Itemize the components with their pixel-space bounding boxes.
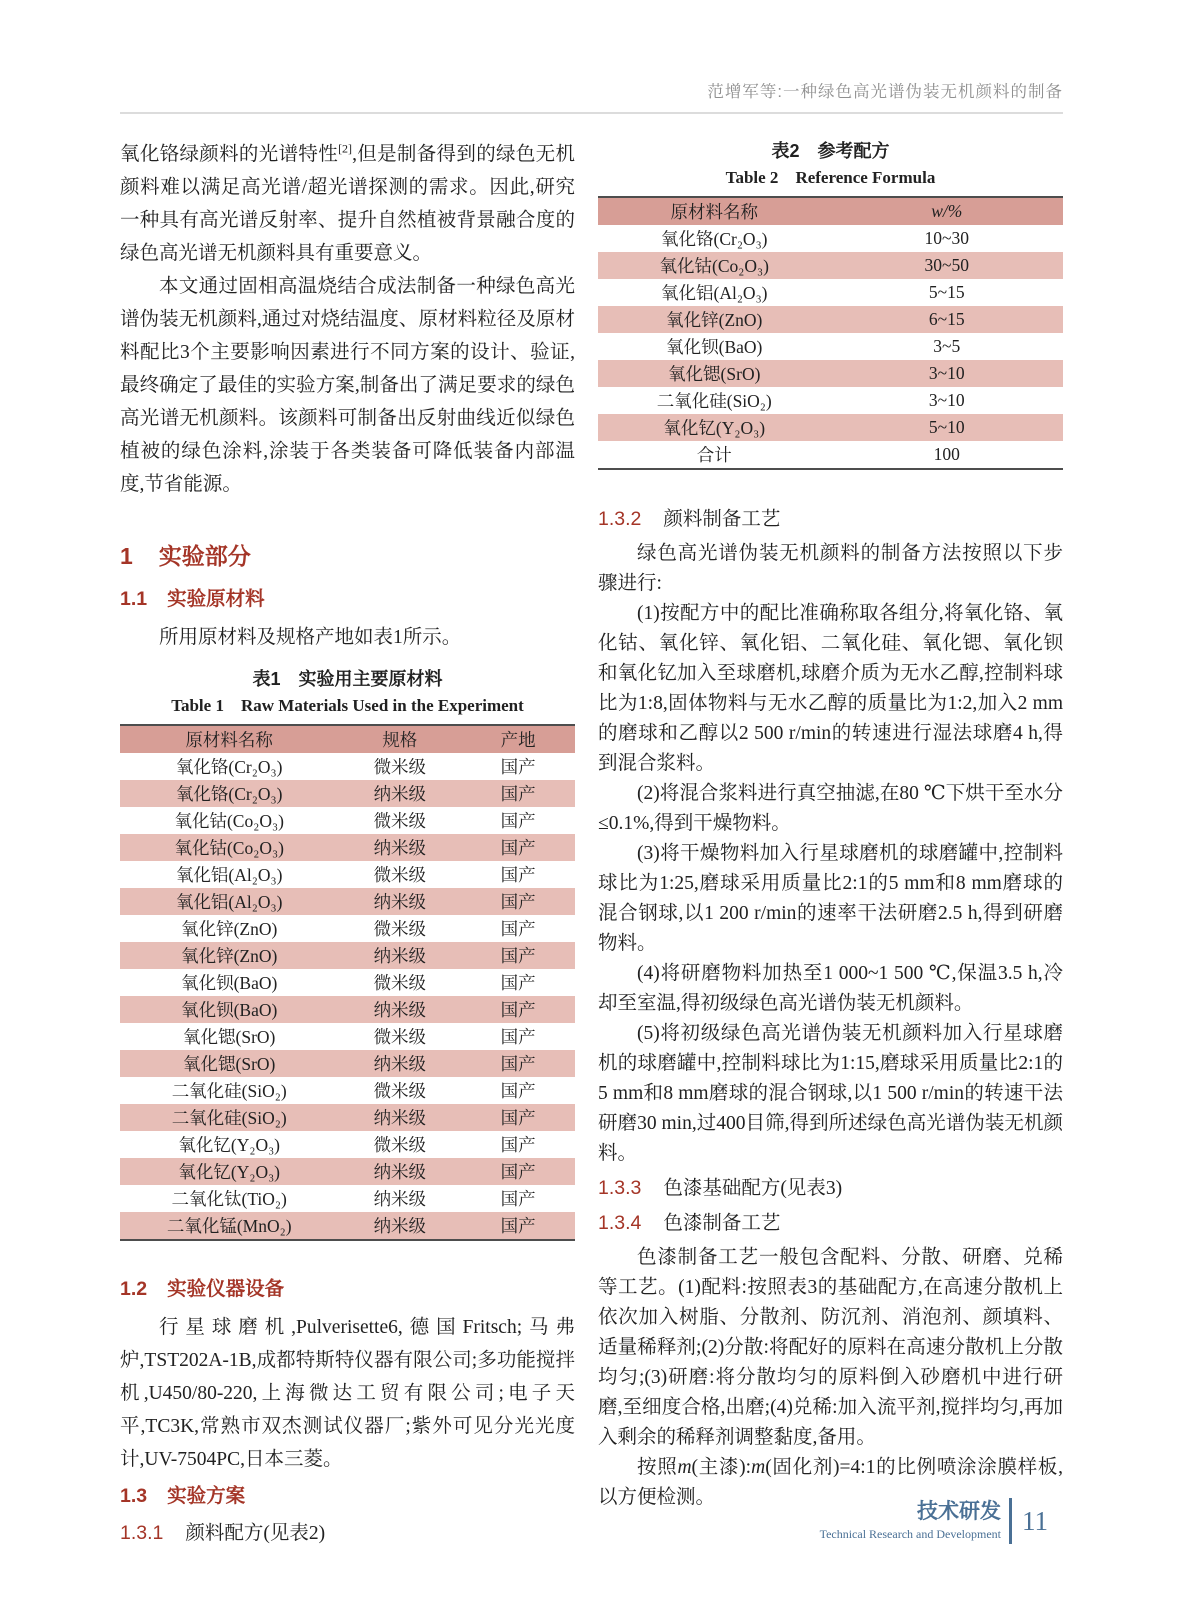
table-cell: 氧化锶(SrO) (668, 364, 761, 384)
section-title: 颜料制备工艺 (663, 509, 781, 530)
table-cell: 国产 (500, 1108, 536, 1128)
section-number: 1.1 (120, 588, 148, 610)
table1-title-en: Raw Materials Used in the Experiment (240, 696, 524, 715)
table1-title-cn: 实验用主要原材料 (298, 669, 443, 689)
table-cell: 纳米级 (373, 784, 427, 804)
table-cell: 国产 (500, 892, 536, 912)
left-column (120, 138, 575, 1553)
table-cell: 100 (933, 444, 960, 464)
table-header-cell: 规格 (382, 730, 418, 750)
table-row (598, 441, 1063, 469)
section-number: 1.2 (120, 1278, 148, 1300)
section-heading-1-3-2 (598, 504, 1063, 535)
page-header (120, 0, 1063, 114)
table1-label-en: Table 1 (171, 696, 224, 715)
table-header-cell: w/% (931, 201, 963, 221)
table-cell: 国产 (500, 919, 536, 939)
table-row (120, 996, 575, 1023)
table-header-row (598, 197, 1063, 225)
page-footer (820, 1498, 1048, 1544)
table-row (120, 807, 575, 834)
table-cell: 3~5 (933, 336, 961, 356)
table-cell: 5~10 (928, 417, 965, 437)
section-number: 1.3.2 (598, 508, 642, 530)
table-cell: 纳米级 (373, 1054, 427, 1074)
table-cell: 二氧化锰(MnO₂) (166, 1216, 292, 1236)
table-row (120, 915, 575, 942)
process-intro: 绿色高光谱伪装无机颜料的制备方法按照以下步骤进行: (598, 543, 1063, 594)
table1-label-cn: 表1 (252, 669, 281, 689)
table-cell: 氧化锌(ZnO) (181, 946, 278, 966)
table2-label-en: Table 2 (725, 168, 779, 187)
page-number: 11 (1022, 1505, 1048, 1536)
section-title: 实验方案 (167, 1485, 246, 1507)
table-cell: 30~50 (924, 255, 969, 275)
table-cell: 微米级 (373, 1081, 427, 1101)
table-cell: 纳米级 (373, 892, 427, 912)
table-cell: 氧化钡(BaO) (666, 337, 763, 357)
section-title: 实验原材料 (167, 588, 265, 610)
table1-body (120, 753, 575, 1240)
text-run: 按照 (637, 1457, 678, 1478)
variable-m: m (677, 1457, 692, 1478)
footer-section-title: 技术研发 (917, 1500, 1001, 1523)
table-cell: 氧化铬(Cr₂O₃) (175, 784, 283, 804)
section-number: 1.3.1 (120, 1522, 164, 1544)
table-header-cell: 原材料名称 (670, 202, 758, 222)
section-heading-1 (120, 541, 575, 571)
table-row (120, 1077, 575, 1104)
table-row (120, 969, 575, 996)
text-run: 氧化铬绿颜料的光谱特性 (120, 144, 339, 165)
table-cell: 国产 (500, 811, 536, 831)
table-cell: 国产 (500, 1135, 536, 1155)
right-column (598, 138, 1063, 1553)
section-number: 1.3.4 (598, 1212, 642, 1234)
section-heading-1-3-4 (598, 1208, 1063, 1239)
table1-raw-materials (120, 724, 575, 1241)
intro-paragraph-1 (120, 138, 575, 270)
table2-caption-cn (598, 138, 1063, 164)
table-row (120, 1185, 575, 1212)
text-run: (主漆): (691, 1457, 752, 1478)
table-row (120, 834, 575, 861)
section-number: 1.3 (120, 1485, 148, 1507)
table2-caption-en (598, 166, 1063, 190)
table-cell: 纳米级 (373, 1216, 427, 1236)
section-title: 实验仪器设备 (167, 1278, 285, 1300)
section-1-2-body: 行星球磨机,Pulverisette6,德国Fritsch;马弗炉,TST202A-1B,成都特斯特仪器有限公司;多功能搅拌机,U450/80-220,上海微达工贸有限公司;电子天平,TC3K,常熟市双杰测试仪器厂;紫外可见分光光度计,UV-7504PC,日本三菱。 (120, 1317, 575, 1470)
section-number: 1.3.3 (598, 1177, 642, 1199)
table-cell: 氧化铝(Al₂O₃) (175, 892, 283, 912)
intro-paragraph-2: 本文通过固相高温烧结合成法制备一种绿色高光谱伪装无机颜料,通过对烧结温度、原材料粒径及原材料配比3个主要影响因素进行不同方案的设计、验证,最终确定了最佳的实验方案,制备出了满足要求的绿色高光谱无机颜料。该颜料可制备出反射曲线近似绿色植被的绿色涂料,涂装于各类装备可降低装备内部温度,节省能源。 (120, 276, 575, 495)
section-heading-1-3-1 (120, 1518, 575, 1549)
table-cell: 国产 (500, 865, 536, 885)
table-cell: 3~10 (928, 363, 965, 383)
footer-labels (820, 1500, 1001, 1542)
process-step-5: (5)将初级绿色高光谱伪装无机颜料加入行星球磨机的球磨罐中,控制料球比为1:15,磨球采用质量比2:1的5 mm和8 mm磨球的混合钢球,以1 500 r/min的转速干法研磨30 min,过400目筛,得到所述绿色高光谱伪装无机颜料。 (598, 1023, 1063, 1164)
table-row (120, 888, 575, 915)
table-cell: 纳米级 (373, 1000, 427, 1020)
table-header-row (120, 725, 575, 753)
table-cell: 氧化钇(Y₂O₃) (178, 1162, 281, 1182)
section-title: 色漆制备工艺 (663, 1213, 781, 1234)
table-row (120, 861, 575, 888)
section-title: 实验部分 (158, 543, 251, 569)
table-row (598, 279, 1063, 306)
table-row (598, 225, 1063, 252)
table-cell: 氧化铬(Cr₂O₃) (661, 229, 768, 249)
table-cell: 纳米级 (373, 838, 427, 858)
section-title: 颜料配方(见表2) (185, 1523, 326, 1544)
table-cell: 微米级 (373, 1135, 427, 1155)
table-cell: 氧化钇(Y₂O₃) (663, 418, 766, 438)
running-head: 范增军等:一种绿色高光谱伪装无机颜料的制备 (707, 83, 1063, 101)
table-row (120, 942, 575, 969)
table-cell: 国产 (500, 946, 536, 966)
table2-wrap (598, 196, 1063, 470)
table-cell: 国产 (500, 1027, 536, 1047)
table-row (120, 1104, 575, 1131)
section-heading-1-3 (120, 1482, 575, 1510)
table1-header (120, 725, 575, 753)
section-title: 色漆基础配方(见表3) (663, 1178, 843, 1199)
section-heading-1-1 (120, 585, 575, 613)
table1-caption-en (120, 694, 575, 718)
process-step-3: (3)将干燥物料加入行星球磨机的球磨罐中,控制料球比为1:25,磨球采用质量比2:1的5 mm和8 mm磨球的混合钢球,以1 200 r/min的速率干法研磨2.5 h,得到研磨物料。 (598, 843, 1063, 954)
section-heading-1-2 (120, 1275, 575, 1303)
table-row (598, 414, 1063, 441)
table-cell: 纳米级 (373, 1189, 427, 1209)
table-cell: 合计 (696, 445, 732, 465)
table2-title-cn: 参考配方 (817, 141, 890, 161)
table-row (120, 1023, 575, 1050)
table-cell: 微米级 (373, 919, 427, 939)
table1-caption-cn (120, 666, 575, 692)
table-cell: 氧化锶(SrO) (183, 1054, 276, 1074)
table-cell: 微米级 (373, 757, 427, 777)
table2-body (598, 225, 1063, 469)
section-number: 1 (120, 543, 133, 569)
table-row (120, 753, 575, 780)
table-row (120, 1131, 575, 1158)
table-cell: 氧化铝(Al₂O₃) (175, 865, 283, 885)
table-cell: 氧化钡(BaO) (181, 1000, 278, 1020)
table-cell: 氧化锌(ZnO) (181, 919, 278, 939)
text-run: (固化剂)=4:1的比例喷涂涂膜样板,以方便检测。 (598, 1457, 1063, 1508)
process-step-2: (2)将混合浆料进行真空抽滤,在80 ℃下烘干至水分≤0.1%,得到干燥物料。 (598, 783, 1063, 834)
table-cell: 3~10 (928, 390, 965, 410)
table-cell: 二氧化硅(SiO₂) (171, 1081, 287, 1101)
table2-title-en: Reference Formula (795, 168, 936, 187)
process-step-1: (1)按配方中的配比准确称取各组分,将氧化铬、氧化钴、氧化锌、氧化铝、二氧化硅、氧化锶、氧化钡和氧化钇加入至球磨机,球磨介质为无水乙醇,控制料球比为1:8,固体物料与无水乙醇的质量比为1:2,加入2 mm的磨球和乙醇以2 500 r/min的转速进行湿法球磨4 h,得到混合浆料。 (598, 603, 1063, 774)
table-cell: 氧化锶(SrO) (183, 1027, 276, 1047)
table-row (598, 252, 1063, 279)
paint-process-body: 色漆制备工艺一般包含配料、分散、研磨、兑稀等工艺。(1)配料:按照表3的基础配方,在高速分散机上依次加入树脂、分散剂、防沉剂、消泡剂、颜填料、适量稀释剂;(2)分散:将配好的原料在高速分散机上分散均匀;(3)研磨:将分散均匀的原料倒入砂磨机中进行研磨,至细度合格,出磨;(4)兑稀:加入流平剂,搅拌均匀,再加入剩余的稀释剂调整黏度,备用。 (598, 1247, 1063, 1448)
table-cell: 国产 (500, 1189, 536, 1209)
table-row (120, 1050, 575, 1077)
table-cell: 国产 (500, 757, 536, 777)
table-cell: 氧化锌(ZnO) (666, 310, 763, 330)
footer-divider (1009, 1498, 1012, 1544)
table-cell: 二氧化硅(SiO₂) (656, 391, 772, 411)
table-cell: 氧化铝(Al₂O₃) (661, 283, 768, 303)
table-cell: 纳米级 (373, 1108, 427, 1128)
table-cell: 国产 (500, 1216, 536, 1236)
table-row (120, 1158, 575, 1185)
table-cell: 国产 (500, 1081, 536, 1101)
process-step-4: (4)将研磨物料加热至1 000~1 500 ℃,保温3.5 h,冷却至室温,得初级绿色高光谱伪装无机颜料。 (598, 963, 1063, 1014)
table-cell: 氧化钡(BaO) (181, 973, 278, 993)
table-cell: 10~30 (924, 228, 969, 248)
table-cell: 6~15 (928, 309, 965, 329)
table-cell: 5~15 (928, 282, 965, 302)
table-cell: 二氧化钛(TiO₂) (171, 1189, 287, 1209)
table-cell: 二氧化硅(SiO₂) (171, 1108, 287, 1128)
table-cell: 微米级 (373, 811, 427, 831)
table-row (598, 306, 1063, 333)
table-cell: 纳米级 (373, 946, 427, 966)
table2-reference-formula (598, 196, 1063, 470)
content-columns (120, 138, 1063, 1553)
table-header-cell: 原材料名称 (185, 730, 273, 750)
table2-label-cn: 表2 (771, 141, 800, 161)
table-row (120, 780, 575, 807)
footer-section-subtitle: Technical Research and Development (819, 1527, 1001, 1541)
table-cell: 氧化钴(Co₂O₃) (659, 256, 769, 276)
table-cell: 国产 (500, 1000, 536, 1020)
table-header-cell: 产地 (500, 730, 536, 750)
table-row (598, 360, 1063, 387)
table-row (120, 1212, 575, 1240)
table-cell: 国产 (500, 1054, 536, 1074)
table-cell: 国产 (500, 784, 536, 804)
table-row (598, 333, 1063, 360)
table-cell: 微米级 (373, 865, 427, 885)
table-cell: 微米级 (373, 1027, 427, 1047)
section-heading-1-3-3 (598, 1173, 1063, 1204)
table-row (598, 387, 1063, 414)
citation-marker: [2] (338, 141, 353, 156)
table-cell: 氧化钴(Co₂O₃) (174, 838, 284, 858)
section-1-1-body: 所用原材料及规格产地如表1所示。 (159, 627, 462, 648)
variable-m: m (751, 1457, 766, 1478)
table-cell: 氧化钴(Co₂O₃) (174, 811, 284, 831)
table-cell: 微米级 (373, 973, 427, 993)
table-cell: 国产 (500, 1162, 536, 1182)
table-cell: 纳米级 (373, 1162, 427, 1182)
table-cell: 国产 (500, 838, 536, 858)
table2-header (598, 197, 1063, 225)
table-cell: 氧化铬(Cr₂O₃) (175, 757, 283, 777)
text-run: ,但是制备得到的绿色无机颜料难以满足高光谱/超光谱探测的需求。因此,研究一种具有高光谱反射率、提升自然植被背景融合度的绿色高光谱无机颜料具有重要意义。 (120, 144, 575, 264)
table-cell: 国产 (500, 973, 536, 993)
table-cell: 氧化钇(Y₂O₃) (178, 1135, 281, 1155)
